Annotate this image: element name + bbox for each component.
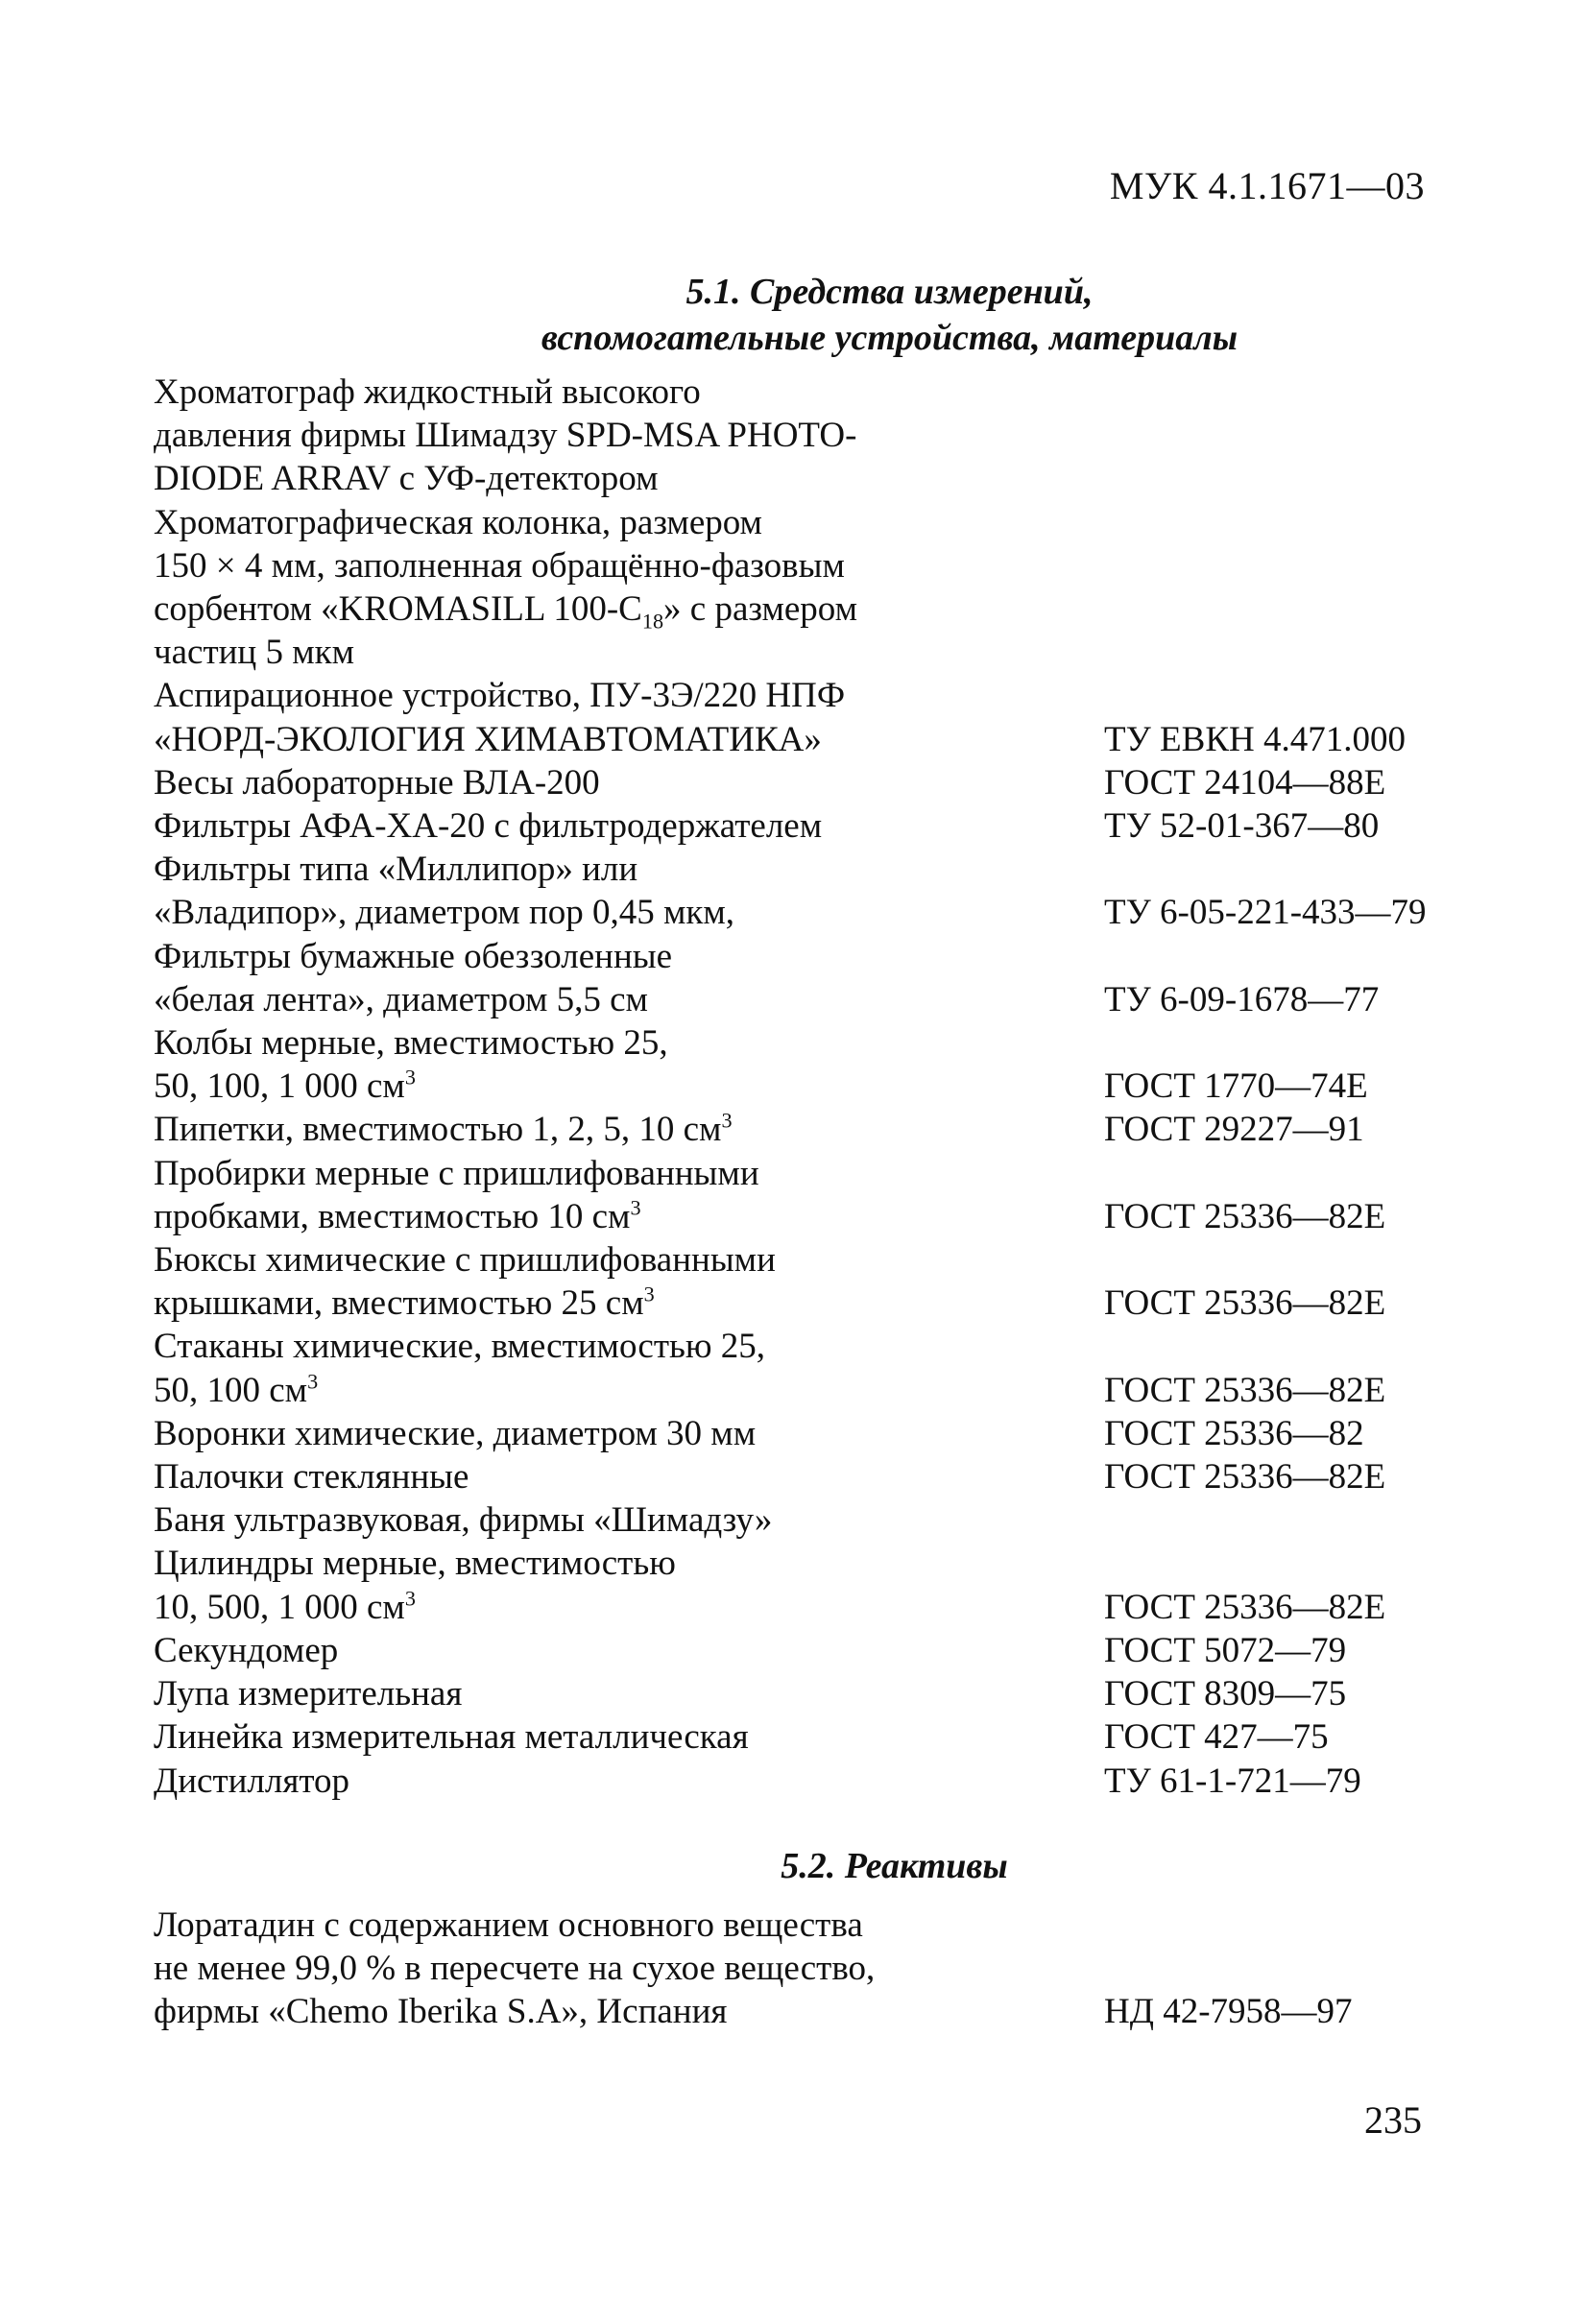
item-description <box>154 1108 960 1151</box>
list-item <box>154 1412 1364 1455</box>
item-line: Весы лабораторные ВЛА-200 <box>154 762 600 803</box>
item-description <box>154 804 960 848</box>
item-line <box>154 1065 960 1108</box>
item-line-part: Пипетки, вместимостью 1, 2, 5, 10 см <box>154 1110 722 1150</box>
item-standard: ГОСТ 1770—74Е <box>1104 1066 1368 1107</box>
item-line: Фильтры АФА-ХА-20 с фильтродержателем <box>154 806 823 847</box>
item-standard: ТУ 6-09-1678—77 <box>1104 979 1380 1019</box>
item-line: Палочки стеклянные <box>154 1457 469 1497</box>
list-item <box>154 1021 1368 1108</box>
item-line: Стаканы химические, вместимостью 25, <box>154 1327 766 1367</box>
item-line: Секундомер <box>154 1630 339 1670</box>
item-description <box>154 1715 960 1759</box>
item-standard: ТУ ЕВКН 4.471.000 <box>1104 719 1406 759</box>
item-description <box>154 1498 960 1542</box>
item-line <box>154 1586 960 1629</box>
item-line: Воронки химические, диаметром 30 мм <box>154 1413 757 1453</box>
superscript: 3 <box>630 1195 641 1220</box>
page-number: 235 <box>1364 2098 1422 2142</box>
item-description <box>154 1152 960 1238</box>
item-standard: ТУ 61-1-721—79 <box>1104 1761 1361 1801</box>
item-standard: ГОСТ 24104—88Е <box>1104 762 1386 803</box>
item-line-part: » с размером <box>663 589 858 630</box>
item-description <box>154 674 960 760</box>
item-line: фирмы «Chemo Iberika S.A», Испания <box>154 1992 728 2032</box>
item-line: не менее 99,0 % в пересчете на сухое вещество, <box>154 1949 876 1989</box>
reagents-list <box>154 1904 1354 2034</box>
section-title-5-2: 5.2. Реактивы <box>781 1846 1008 1886</box>
item-line-part: крышками, вместимостью 25 см <box>154 1283 644 1324</box>
list-item <box>154 1629 1354 1672</box>
item-line-part: 50, 100 см <box>154 1370 308 1410</box>
item-standard: ГОСТ 25336—82Е <box>1104 1283 1386 1324</box>
item-standard: ТУ 6-05-221-433—79 <box>1104 893 1427 933</box>
item-line: Аспирационное устройство, ПУ-3Э/220 НПФ <box>154 676 846 716</box>
list-item <box>154 935 1380 1021</box>
item-description <box>154 935 960 1021</box>
list-item <box>154 1108 1364 1151</box>
section-title-5-1 <box>0 269 1587 361</box>
list-item <box>154 1672 1354 1715</box>
item-line: DIODE ARRAV с УФ-детектором <box>154 459 659 499</box>
item-standard: ГОСТ 25336—82 <box>1104 1413 1364 1453</box>
item-line: Хроматографическая колонка, размером <box>154 502 762 542</box>
list-item <box>154 1715 1354 1759</box>
superscript: 3 <box>643 1282 655 1306</box>
item-standard: ГОСТ 25336—82Е <box>1104 1370 1386 1410</box>
item-line: частиц 5 мкм <box>154 633 355 673</box>
item-line: Фильтры типа «Миллипор» или <box>154 850 638 890</box>
item-line: Лоратадин с содержанием основного вещества <box>154 1905 863 1945</box>
list-item <box>154 1904 1354 2034</box>
item-line: Хроматограф жидкостный высокого <box>154 372 701 412</box>
item-line-part: 10, 500, 1 000 см <box>154 1587 405 1627</box>
item-line <box>154 1195 960 1238</box>
superscript: 3 <box>307 1369 319 1394</box>
item-description <box>154 1455 960 1498</box>
item-line <box>154 1108 960 1151</box>
item-line: Цилиндры мерные, вместимостью <box>154 1544 676 1584</box>
list-item <box>154 761 1386 804</box>
section-title-line: вспомогательные устройства, материалы <box>541 318 1238 358</box>
item-line: «белая лента», диаметром 5,5 см <box>154 979 648 1019</box>
list-item <box>154 804 1380 848</box>
item-description <box>154 1412 960 1455</box>
item-description <box>154 761 960 804</box>
item-line: Лупа измерительная <box>154 1674 463 1714</box>
list-item <box>154 674 1406 760</box>
item-standard: ГОСТ 29227—91 <box>1104 1110 1364 1150</box>
item-line: Колбы мерные, вместимостью 25, <box>154 1023 668 1064</box>
item-line <box>154 1369 960 1412</box>
subscript: 18 <box>641 609 664 634</box>
item-description <box>154 1325 960 1411</box>
item-line <box>154 1282 960 1325</box>
item-description <box>154 1904 960 2034</box>
item-standard: ГОСТ 5072—79 <box>1104 1630 1347 1670</box>
list-item <box>154 1498 1354 1542</box>
item-line: Баня ультразвуковая, фирмы «Шимадзу» <box>154 1500 773 1541</box>
item-description <box>154 1542 960 1628</box>
item-line: «Владипор», диаметром пор 0,45 мкм, <box>154 893 735 933</box>
item-standard: НД 42-7958—97 <box>1104 1992 1353 2032</box>
list-item <box>154 1238 1386 1325</box>
item-line: давления фирмы Шимадзу SPD-MSA PHOTO- <box>154 416 857 456</box>
list-item <box>154 1455 1386 1498</box>
item-description <box>154 1760 960 1803</box>
list-item <box>154 501 1354 675</box>
item-description <box>154 848 960 934</box>
section-title-line: 5.1. Средства измерений, <box>685 272 1094 312</box>
item-standard: ГОСТ 8309—75 <box>1104 1674 1347 1714</box>
item-standard: ГОСТ 25336—82Е <box>1104 1196 1386 1236</box>
list-item <box>154 1152 1386 1238</box>
item-description <box>154 1629 960 1672</box>
item-standard: ГОСТ 25336—82Е <box>1104 1587 1386 1627</box>
item-description <box>154 371 960 501</box>
item-description <box>154 501 960 675</box>
item-line-part: 50, 100, 1 000 см <box>154 1066 405 1107</box>
item-line: Дистиллятор <box>154 1761 350 1801</box>
item-line: «НОРД-ЭКОЛОГИЯ ХИМАВТОМАТИКА» <box>154 719 822 759</box>
item-description <box>154 1021 960 1108</box>
item-standard: ТУ 52-01-367—80 <box>1104 806 1380 847</box>
superscript: 3 <box>404 1065 416 1090</box>
item-standard: ГОСТ 25336—82Е <box>1104 1457 1386 1497</box>
item-line: Пробирки мерные с пришлифованными <box>154 1153 759 1193</box>
item-description <box>154 1672 960 1715</box>
equipment-list <box>154 371 1427 1803</box>
item-line: Фильтры бумажные обеззоленные <box>154 936 673 976</box>
list-item <box>154 371 1354 501</box>
item-line <box>154 587 960 634</box>
item-line: Бюксы химические с пришлифованными <box>154 1240 776 1281</box>
item-line-part: сорбентом «KROMASILL 100-C <box>154 589 642 630</box>
superscript: 3 <box>721 1109 733 1134</box>
item-standard: ГОСТ 427—75 <box>1104 1717 1329 1758</box>
item-line-part: пробками, вместимостью 10 см <box>154 1196 631 1236</box>
list-item <box>154 1325 1386 1411</box>
item-line: 150 × 4 мм, заполненная обращённо-фазовым <box>154 545 845 586</box>
list-item <box>154 848 1427 934</box>
document-code: МУК 4.1.1671—03 <box>1109 164 1425 207</box>
item-description <box>154 1238 960 1325</box>
item-line: Линейка измерительная металлическая <box>154 1717 749 1758</box>
list-item <box>154 1760 1361 1803</box>
superscript: 3 <box>404 1586 416 1611</box>
list-item <box>154 1542 1386 1628</box>
